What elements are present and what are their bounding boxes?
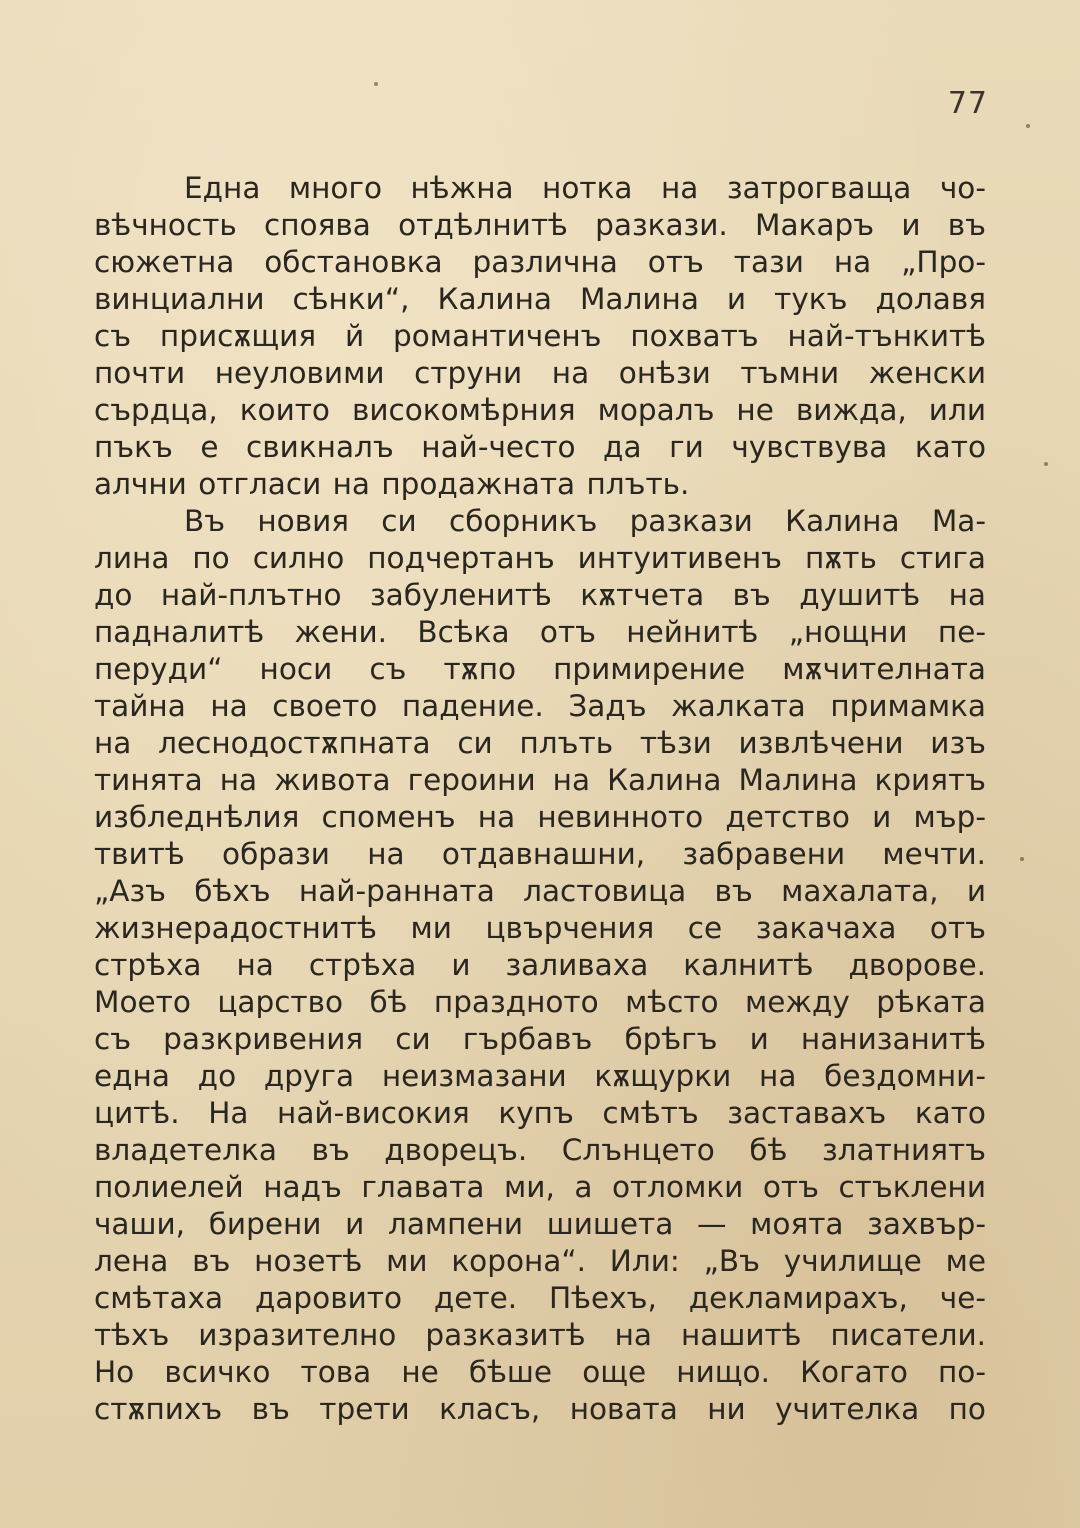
paper-speck (1020, 857, 1024, 861)
body-text (94, 170, 986, 1428)
text-line: падналитѣ жени. Всѣка отъ нейнитѣ „нощни пе- (94, 615, 986, 649)
text-line: тѣхъ изразително разказитѣ на нашитѣ писатели. (94, 1318, 986, 1352)
text-line: полиелей надъ главата ми, а отломки отъ стъклени (94, 1170, 986, 1204)
text-line: смѣтаха даровито дете. Пѣехъ, декламирахъ, че- (94, 1281, 986, 1315)
text-line: почти неуловими струни на онѣзи тъмни женски (94, 356, 986, 390)
text-line: Но всичко това не бѣше още нищо. Когато по- (94, 1355, 986, 1389)
text-line: винциални сѣнки“, Калина Малина и тукъ долавя (94, 282, 986, 316)
text-line: твитѣ образи на отдавнашни, забравени мечти. (94, 837, 986, 871)
text-line: на леснодостѫпната си плъть тѣзи извлѣчени изъ (94, 726, 986, 760)
text-line: сюжетна обстановка различна отъ тази на „Про- (94, 245, 986, 279)
page-number: 77 (947, 86, 988, 121)
text-line: тайна на своето падение. Задъ жалката примамка (94, 689, 986, 723)
text-line: лена въ нозетѣ ми корона“. Или: „Въ училище ме (94, 1244, 986, 1278)
text-line: чаши, бирени и лампени шишета — моята захвър- (94, 1207, 986, 1241)
paper-speck (1044, 462, 1048, 466)
text-line: съ присѫщия й романтиченъ похватъ най-тънкитѣ (94, 319, 986, 353)
text-line: сърдца, които високомѣрния моралъ не вижда, или (94, 393, 986, 427)
text-line: перуди“ носи съ тѫпо примирение мѫчителната (94, 652, 986, 686)
text-line: една до друга неизмазани кѫщурки на бездомни- (94, 1059, 986, 1093)
text-line: Въ новия си сборникъ разкази Калина Ма- (184, 504, 986, 538)
paper-speck (374, 82, 378, 86)
text-line: тинята на живота героини на Калина Малина криятъ (94, 763, 986, 797)
text-line: избледнѣлия споменъ на невинното детство и мър- (94, 800, 986, 834)
text-line: съ разкривения си гърбавъ брѣгъ и нанизанитѣ (94, 1022, 986, 1056)
text-line: Моето царство бѣ праздното мѣсто между рѣката (94, 985, 986, 1019)
text-line: „Азъ бѣхъ най-ранната ластовица въ махалата, и (94, 874, 986, 908)
paragraph-2 (94, 503, 986, 1428)
paper-speck (1026, 124, 1030, 128)
text-line: стѫпихъ въ трети класъ, новата ни учителка по (94, 1392, 986, 1426)
text-line: алчни отгласи на продажната плъть. (94, 467, 690, 501)
text-line: лина по силно подчертанъ интуитивенъ пѫть стига (94, 541, 986, 575)
text-line: владетелка въ дворецъ. Слънцето бѣ златниятъ (94, 1133, 986, 1167)
text-line: вѣчность споява отдѣлнитѣ разкази. Макаръ и въ (94, 208, 986, 242)
text-line: стрѣха на стрѣха и заливаха калнитѣ дворове. (94, 948, 986, 982)
paragraph-1 (94, 170, 986, 503)
text-line: жизнерадостнитѣ ми цвърчения се закачаха отъ (94, 911, 986, 945)
text-line: Една много нѣжна нотка на затрогваща чо- (184, 171, 986, 205)
text-line: цитѣ. На най-високия купъ смѣтъ заставахъ като (94, 1096, 986, 1130)
text-line: до най-плътно забуленитѣ кѫтчета въ душитѣ на (94, 578, 986, 612)
text-line: пъкъ е свикналъ най-често да ги чувствува като (94, 430, 986, 464)
